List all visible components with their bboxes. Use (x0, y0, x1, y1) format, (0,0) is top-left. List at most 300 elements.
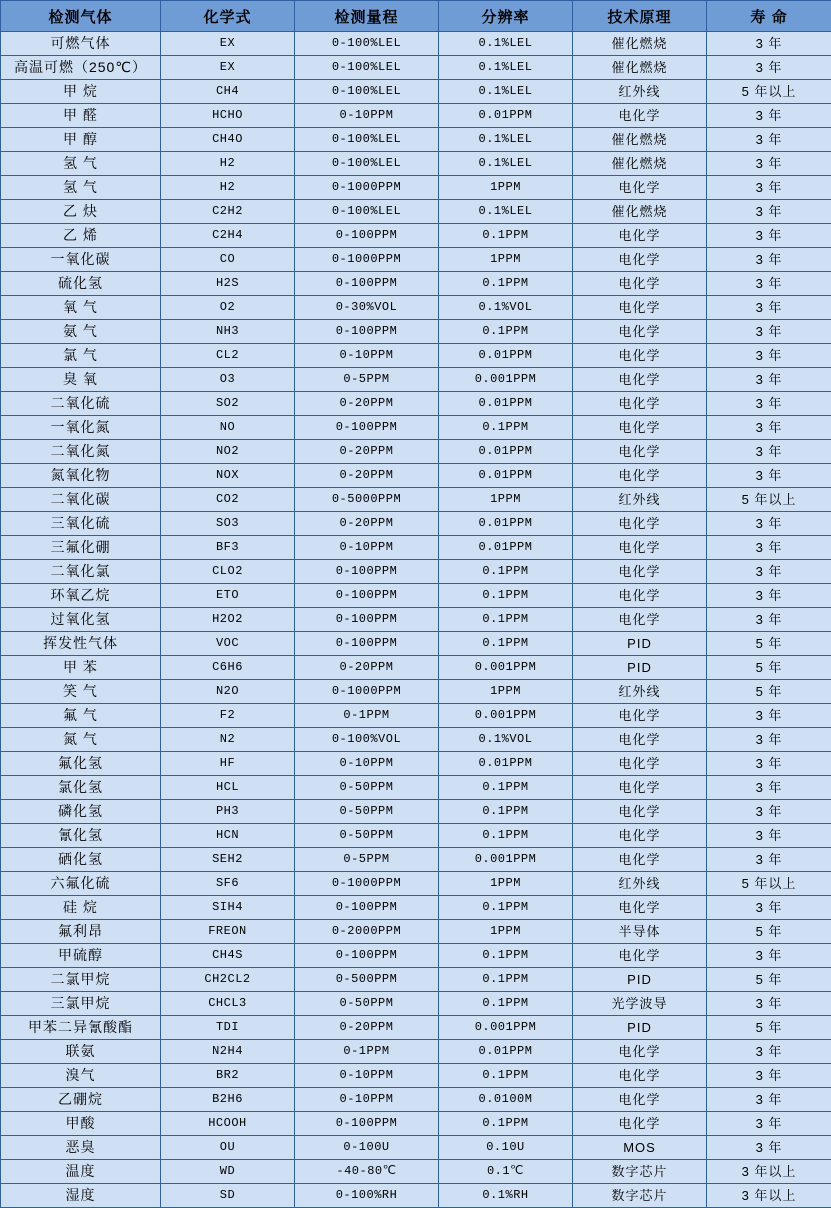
cell-resolution: 0.1PPM (439, 560, 573, 584)
cell-resolution: 1PPM (439, 488, 573, 512)
cell-resolution: 0.1%LEL (439, 200, 573, 224)
cell-life: 3 年 (707, 440, 831, 464)
cell-formula: SEH2 (161, 848, 295, 872)
cell-range: 0-100PPM (295, 224, 439, 248)
cell-principle: 电化学 (573, 176, 707, 200)
cell-principle: 数字芯片 (573, 1160, 707, 1184)
cell-life: 3 年 (707, 776, 831, 800)
table-row (1, 704, 831, 728)
cell-life: 5 年以上 (707, 872, 831, 896)
cell-life: 3 年 (707, 56, 831, 80)
cell-gas-name: 氟利昂 (1, 920, 161, 944)
cell-principle: 电化学 (573, 824, 707, 848)
cell-resolution: 0.1PPM (439, 416, 573, 440)
cell-range: 0-100%LEL (295, 152, 439, 176)
cell-gas-name: 臭 氧 (1, 368, 161, 392)
cell-gas-name: 乙 炔 (1, 200, 161, 224)
cell-formula: CL2 (161, 344, 295, 368)
table-row (1, 752, 831, 776)
cell-resolution: 1PPM (439, 680, 573, 704)
cell-gas-name: 联氨 (1, 1040, 161, 1064)
cell-life: 3 年以上 (707, 1160, 831, 1184)
table-row (1, 656, 831, 680)
cell-principle: PID (573, 632, 707, 656)
cell-formula: N2H4 (161, 1040, 295, 1064)
cell-gas-name: 氢 气 (1, 176, 161, 200)
cell-life: 5 年 (707, 680, 831, 704)
cell-resolution: 0.1PPM (439, 584, 573, 608)
table-row (1, 632, 831, 656)
cell-principle: MOS (573, 1136, 707, 1160)
table-row (1, 536, 831, 560)
cell-life: 3 年 (707, 1136, 831, 1160)
cell-resolution: 0.01PPM (439, 536, 573, 560)
cell-life: 3 年 (707, 464, 831, 488)
table-row (1, 896, 831, 920)
cell-principle: 电化学 (573, 560, 707, 584)
column-header-formula: 化学式 (161, 1, 295, 32)
cell-life: 3 年 (707, 416, 831, 440)
table-row (1, 32, 831, 56)
cell-resolution: 0.001PPM (439, 1016, 573, 1040)
cell-resolution: 0.1PPM (439, 272, 573, 296)
cell-gas-name: 一氧化氮 (1, 416, 161, 440)
cell-formula: WD (161, 1160, 295, 1184)
cell-formula: SF6 (161, 872, 295, 896)
cell-principle: 电化学 (573, 392, 707, 416)
cell-range: 0-100PPM (295, 416, 439, 440)
cell-gas-name: 甲 烷 (1, 80, 161, 104)
table-row (1, 848, 831, 872)
cell-gas-name: 氢 气 (1, 152, 161, 176)
cell-formula: EX (161, 32, 295, 56)
cell-formula: C2H2 (161, 200, 295, 224)
cell-resolution: 0.1PPM (439, 992, 573, 1016)
cell-gas-name: 氮氧化物 (1, 464, 161, 488)
cell-formula: CH4O (161, 128, 295, 152)
cell-life: 3 年 (707, 800, 831, 824)
cell-gas-name: 硫化氢 (1, 272, 161, 296)
cell-gas-name: 湿度 (1, 1184, 161, 1208)
cell-range: 0-100PPM (295, 1112, 439, 1136)
cell-life: 5 年以上 (707, 488, 831, 512)
cell-principle: 电化学 (573, 416, 707, 440)
cell-formula: NO2 (161, 440, 295, 464)
cell-formula: TDI (161, 1016, 295, 1040)
cell-life: 5 年 (707, 1016, 831, 1040)
cell-gas-name: 恶臭 (1, 1136, 161, 1160)
table-row (1, 1016, 831, 1040)
cell-formula: FREON (161, 920, 295, 944)
cell-principle: 催化燃烧 (573, 152, 707, 176)
cell-gas-name: 氧 气 (1, 296, 161, 320)
cell-resolution: 0.1℃ (439, 1160, 573, 1184)
cell-resolution: 0.1PPM (439, 968, 573, 992)
cell-formula: O3 (161, 368, 295, 392)
cell-range: 0-10PPM (295, 1064, 439, 1088)
table-row (1, 320, 831, 344)
cell-principle: 红外线 (573, 80, 707, 104)
cell-formula: C6H6 (161, 656, 295, 680)
table-row (1, 248, 831, 272)
cell-gas-name: 三氯甲烷 (1, 992, 161, 1016)
table-row (1, 608, 831, 632)
cell-formula: CH4S (161, 944, 295, 968)
cell-range: 0-50PPM (295, 992, 439, 1016)
cell-principle: PID (573, 1016, 707, 1040)
cell-gas-name: 乙 烯 (1, 224, 161, 248)
cell-range: 0-500PPM (295, 968, 439, 992)
cell-principle: 电化学 (573, 896, 707, 920)
table-row (1, 104, 831, 128)
cell-gas-name: 过氧化氢 (1, 608, 161, 632)
cell-range: 0-10PPM (295, 536, 439, 560)
cell-gas-name: 乙硼烷 (1, 1088, 161, 1112)
cell-range: 0-1PPM (295, 1040, 439, 1064)
cell-principle: 红外线 (573, 680, 707, 704)
cell-formula: N2O (161, 680, 295, 704)
cell-principle: 光学波导 (573, 992, 707, 1016)
cell-gas-name: 甲 醛 (1, 104, 161, 128)
cell-resolution: 0.01PPM (439, 752, 573, 776)
cell-resolution: 0.1%LEL (439, 56, 573, 80)
cell-range: 0-2000PPM (295, 920, 439, 944)
cell-gas-name: 可燃气体 (1, 32, 161, 56)
cell-gas-name: 三氧化硫 (1, 512, 161, 536)
table-row (1, 584, 831, 608)
cell-life: 3 年 (707, 32, 831, 56)
cell-resolution: 0.10U (439, 1136, 573, 1160)
cell-life: 3 年 (707, 608, 831, 632)
cell-resolution: 0.1PPM (439, 824, 573, 848)
cell-formula: N2 (161, 728, 295, 752)
cell-gas-name: 二氯甲烷 (1, 968, 161, 992)
cell-gas-name: 氟化氢 (1, 752, 161, 776)
cell-resolution: 0.1PPM (439, 608, 573, 632)
cell-range: 0-5PPM (295, 368, 439, 392)
cell-principle: 电化学 (573, 800, 707, 824)
cell-gas-name: 甲苯二异氰酸酯 (1, 1016, 161, 1040)
cell-principle: 电化学 (573, 848, 707, 872)
cell-resolution: 0.01PPM (439, 464, 573, 488)
cell-gas-name: 六氟化硫 (1, 872, 161, 896)
cell-principle: 电化学 (573, 776, 707, 800)
cell-range: 0-50PPM (295, 800, 439, 824)
cell-life: 3 年 (707, 1112, 831, 1136)
cell-life: 3 年 (707, 392, 831, 416)
cell-formula: CLO2 (161, 560, 295, 584)
cell-gas-name: 氰化氢 (1, 824, 161, 848)
cell-gas-name: 环氧乙烷 (1, 584, 161, 608)
cell-resolution: 0.001PPM (439, 704, 573, 728)
cell-resolution: 0.001PPM (439, 656, 573, 680)
cell-principle: 电化学 (573, 512, 707, 536)
cell-resolution: 0.1%LEL (439, 32, 573, 56)
cell-gas-name: 二氧化氯 (1, 560, 161, 584)
cell-resolution: 1PPM (439, 248, 573, 272)
table-row (1, 200, 831, 224)
cell-principle: 催化燃烧 (573, 128, 707, 152)
table-header (1, 1, 831, 32)
column-header-range: 检测量程 (295, 1, 439, 32)
cell-formula: SD (161, 1184, 295, 1208)
cell-formula: NH3 (161, 320, 295, 344)
cell-formula: HCOOH (161, 1112, 295, 1136)
table-row (1, 152, 831, 176)
column-header-gas: 检测气体 (1, 1, 161, 32)
cell-formula: CHCL3 (161, 992, 295, 1016)
table-row (1, 488, 831, 512)
cell-formula: VOC (161, 632, 295, 656)
cell-range: 0-50PPM (295, 776, 439, 800)
cell-formula: CH4 (161, 80, 295, 104)
cell-range: 0-100PPM (295, 632, 439, 656)
cell-resolution: 0.1PPM (439, 944, 573, 968)
table-row (1, 800, 831, 824)
cell-principle: 红外线 (573, 872, 707, 896)
cell-life: 3 年 (707, 536, 831, 560)
table-row (1, 1160, 831, 1184)
cell-principle: 红外线 (573, 488, 707, 512)
cell-range: 0-100PPM (295, 272, 439, 296)
cell-resolution: 0.1PPM (439, 320, 573, 344)
cell-range: 0-100%VOL (295, 728, 439, 752)
table-body (1, 32, 831, 1208)
cell-formula: O2 (161, 296, 295, 320)
cell-life: 3 年 (707, 104, 831, 128)
cell-life: 3 年 (707, 992, 831, 1016)
cell-resolution: 0.1%LEL (439, 80, 573, 104)
cell-principle: 电化学 (573, 368, 707, 392)
cell-resolution: 0.1PPM (439, 776, 573, 800)
cell-range: 0-100%RH (295, 1184, 439, 1208)
table-row (1, 1184, 831, 1208)
cell-range: 0-1000PPM (295, 176, 439, 200)
cell-gas-name: 氯 气 (1, 344, 161, 368)
cell-gas-name: 甲硫醇 (1, 944, 161, 968)
cell-life: 5 年 (707, 920, 831, 944)
cell-formula: PH3 (161, 800, 295, 824)
cell-range: 0-100PPM (295, 560, 439, 584)
cell-resolution: 0.1PPM (439, 632, 573, 656)
table-row (1, 80, 831, 104)
cell-resolution: 0.1PPM (439, 1112, 573, 1136)
cell-resolution: 0.1PPM (439, 224, 573, 248)
cell-principle: 电化学 (573, 584, 707, 608)
cell-life: 3 年 (707, 320, 831, 344)
cell-life: 3 年 (707, 296, 831, 320)
cell-gas-name: 三氟化硼 (1, 536, 161, 560)
cell-formula: NO (161, 416, 295, 440)
cell-life: 3 年 (707, 272, 831, 296)
table-row (1, 824, 831, 848)
cell-resolution: 0.0100M (439, 1088, 573, 1112)
cell-gas-name: 甲酸 (1, 1112, 161, 1136)
table-row (1, 176, 831, 200)
cell-range: 0-1000PPM (295, 248, 439, 272)
cell-life: 5 年以上 (707, 80, 831, 104)
table-row (1, 296, 831, 320)
cell-life: 3 年 (707, 224, 831, 248)
cell-gas-name: 氨 气 (1, 320, 161, 344)
cell-formula: C2H4 (161, 224, 295, 248)
cell-resolution: 1PPM (439, 872, 573, 896)
cell-range: 0-50PPM (295, 824, 439, 848)
table-row (1, 728, 831, 752)
cell-gas-name: 高温可燃（250℃） (1, 56, 161, 80)
cell-range: 0-1000PPM (295, 872, 439, 896)
cell-life: 5 年 (707, 968, 831, 992)
table-row (1, 224, 831, 248)
cell-formula: HCN (161, 824, 295, 848)
cell-formula: EX (161, 56, 295, 80)
cell-resolution: 0.1%RH (439, 1184, 573, 1208)
cell-formula: B2H6 (161, 1088, 295, 1112)
cell-range: 0-10PPM (295, 344, 439, 368)
cell-formula: H2S (161, 272, 295, 296)
cell-resolution: 1PPM (439, 176, 573, 200)
cell-principle: 电化学 (573, 104, 707, 128)
table-row (1, 272, 831, 296)
cell-range: 0-20PPM (295, 464, 439, 488)
cell-gas-name: 一氧化碳 (1, 248, 161, 272)
cell-resolution: 0.01PPM (439, 392, 573, 416)
cell-resolution: 0.1PPM (439, 1064, 573, 1088)
table-row (1, 512, 831, 536)
cell-gas-name: 氮 气 (1, 728, 161, 752)
cell-range: 0-100%LEL (295, 32, 439, 56)
cell-principle: 电化学 (573, 536, 707, 560)
cell-range: 0-30%VOL (295, 296, 439, 320)
cell-life: 3 年 (707, 944, 831, 968)
cell-range: 0-5PPM (295, 848, 439, 872)
table-row (1, 440, 831, 464)
cell-life: 3 年 (707, 1040, 831, 1064)
cell-life: 3 年 (707, 128, 831, 152)
cell-gas-name: 二氧化碳 (1, 488, 161, 512)
cell-gas-name: 挥发性气体 (1, 632, 161, 656)
cell-resolution: 0.001PPM (439, 368, 573, 392)
cell-life: 5 年 (707, 632, 831, 656)
cell-principle: 催化燃烧 (573, 32, 707, 56)
cell-range: 0-100PPM (295, 584, 439, 608)
cell-life: 5 年 (707, 656, 831, 680)
cell-gas-name: 甲 醇 (1, 128, 161, 152)
cell-formula: SIH4 (161, 896, 295, 920)
cell-gas-name: 硅 烷 (1, 896, 161, 920)
cell-gas-name: 硒化氢 (1, 848, 161, 872)
cell-gas-name: 二氧化硫 (1, 392, 161, 416)
cell-range: 0-100PPM (295, 608, 439, 632)
cell-principle: 电化学 (573, 1088, 707, 1112)
cell-resolution: 0.01PPM (439, 344, 573, 368)
column-header-life: 寿 命 (707, 1, 831, 32)
cell-range: 0-20PPM (295, 392, 439, 416)
column-header-principle: 技术原理 (573, 1, 707, 32)
cell-life: 3 年 (707, 344, 831, 368)
table-row (1, 392, 831, 416)
cell-range: 0-100PPM (295, 944, 439, 968)
cell-resolution: 0.1%VOL (439, 296, 573, 320)
cell-formula: H2 (161, 152, 295, 176)
table-row (1, 464, 831, 488)
table-row (1, 920, 831, 944)
cell-formula: CO2 (161, 488, 295, 512)
cell-range: 0-10PPM (295, 104, 439, 128)
cell-resolution: 0.1%LEL (439, 128, 573, 152)
cell-life: 3 年 (707, 896, 831, 920)
cell-range: 0-10PPM (295, 752, 439, 776)
cell-principle: 电化学 (573, 464, 707, 488)
cell-principle: 电化学 (573, 944, 707, 968)
cell-principle: 电化学 (573, 248, 707, 272)
cell-principle: 电化学 (573, 1064, 707, 1088)
cell-life: 3 年 (707, 1064, 831, 1088)
cell-life: 3 年 (707, 752, 831, 776)
table-row (1, 872, 831, 896)
table-row (1, 776, 831, 800)
cell-principle: 电化学 (573, 320, 707, 344)
cell-principle: 电化学 (573, 728, 707, 752)
table-row (1, 968, 831, 992)
cell-range: 0-20PPM (295, 440, 439, 464)
cell-resolution: 0.1%VOL (439, 728, 573, 752)
cell-principle: 催化燃烧 (573, 200, 707, 224)
cell-life: 3 年 (707, 584, 831, 608)
cell-principle: 半导体 (573, 920, 707, 944)
cell-formula: ETO (161, 584, 295, 608)
cell-principle: 电化学 (573, 608, 707, 632)
cell-resolution: 0.1%LEL (439, 152, 573, 176)
table-row (1, 128, 831, 152)
cell-formula: F2 (161, 704, 295, 728)
column-header-resolution: 分辨率 (439, 1, 573, 32)
cell-life: 3 年 (707, 200, 831, 224)
cell-range: 0-100%LEL (295, 56, 439, 80)
cell-resolution: 0.01PPM (439, 104, 573, 128)
cell-range: 0-1000PPM (295, 680, 439, 704)
cell-formula: HF (161, 752, 295, 776)
cell-gas-name: 氟 气 (1, 704, 161, 728)
cell-principle: 电化学 (573, 1040, 707, 1064)
cell-life: 3 年 (707, 176, 831, 200)
cell-life: 3 年 (707, 248, 831, 272)
table-row (1, 1040, 831, 1064)
cell-formula: NOX (161, 464, 295, 488)
cell-principle: 电化学 (573, 272, 707, 296)
table-row (1, 1088, 831, 1112)
table-row (1, 1064, 831, 1088)
table-row (1, 1112, 831, 1136)
cell-gas-name: 笑 气 (1, 680, 161, 704)
cell-formula: CO (161, 248, 295, 272)
cell-gas-name: 磷化氢 (1, 800, 161, 824)
table-row (1, 560, 831, 584)
cell-range: 0-100%LEL (295, 128, 439, 152)
cell-range: -40-80℃ (295, 1160, 439, 1184)
cell-formula: SO2 (161, 392, 295, 416)
cell-resolution: 0.01PPM (439, 512, 573, 536)
cell-gas-name: 二氧化氮 (1, 440, 161, 464)
cell-range: 0-20PPM (295, 656, 439, 680)
cell-gas-name: 氯化氢 (1, 776, 161, 800)
cell-formula: SO3 (161, 512, 295, 536)
cell-life: 3 年 (707, 848, 831, 872)
cell-resolution: 0.01PPM (439, 440, 573, 464)
cell-range: 0-100PPM (295, 896, 439, 920)
cell-resolution: 0.01PPM (439, 1040, 573, 1064)
cell-formula: BF3 (161, 536, 295, 560)
